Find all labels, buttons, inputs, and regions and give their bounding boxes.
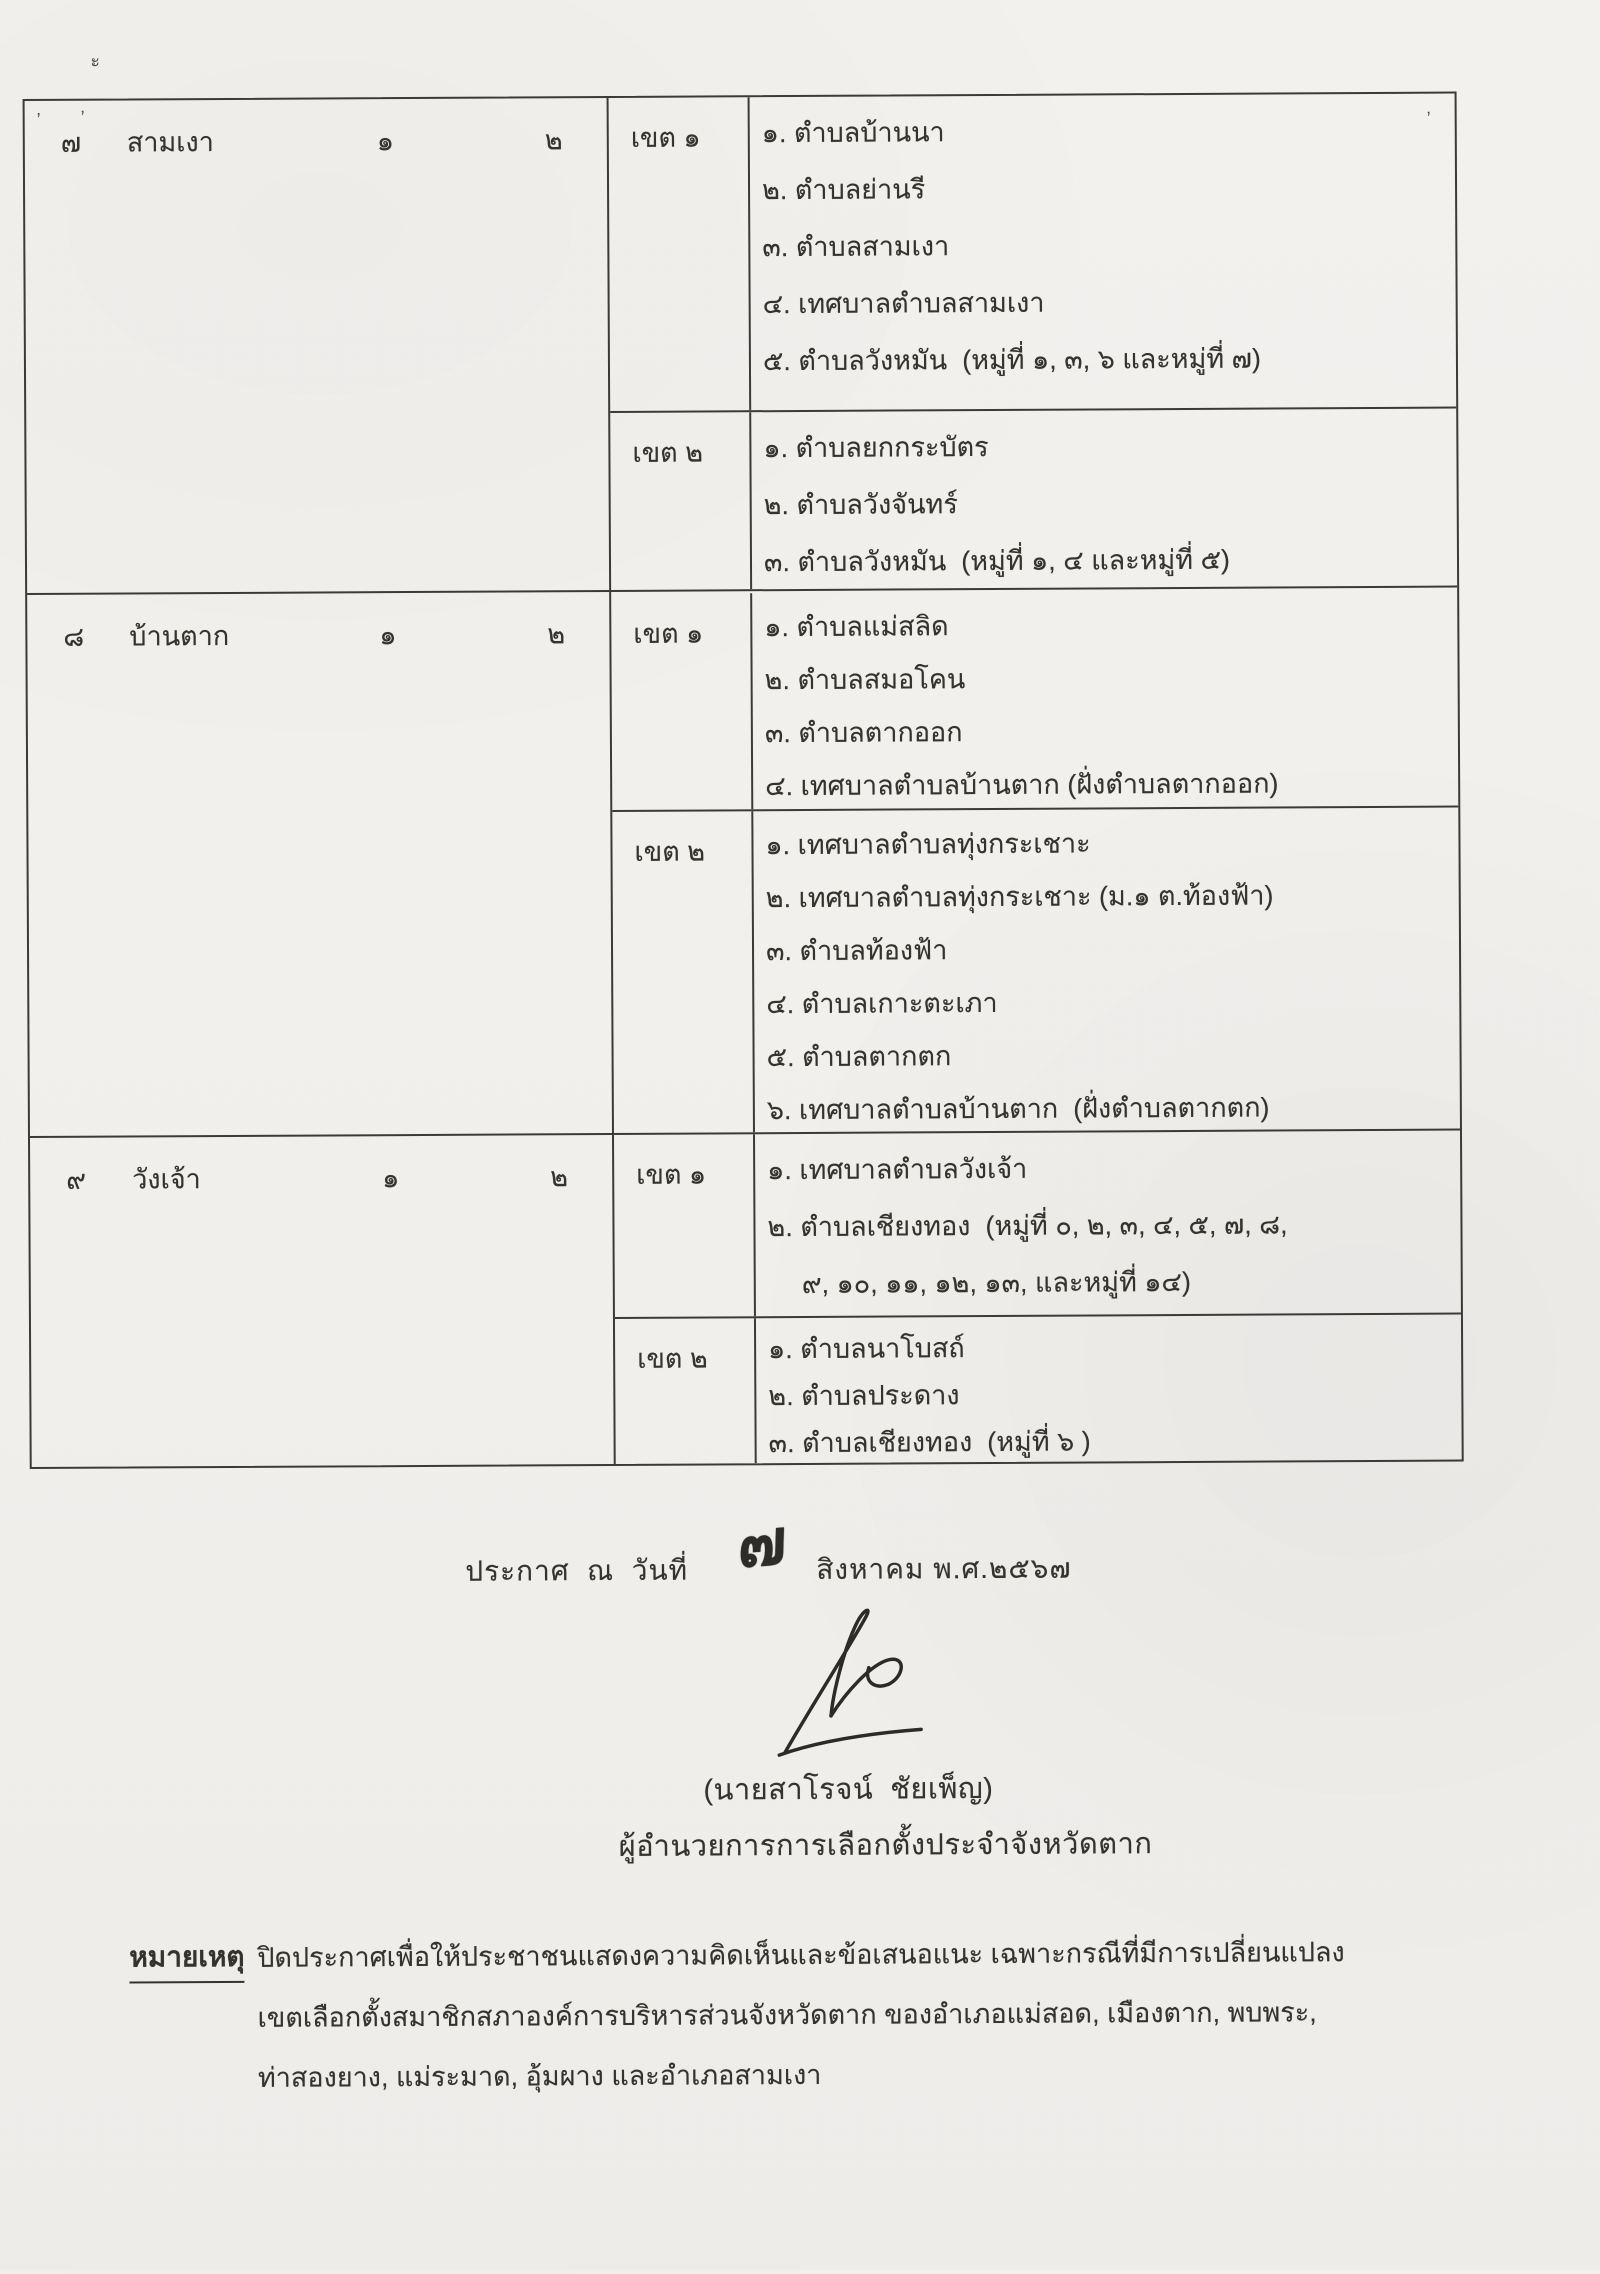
zone-label: เขต ๒ (612, 811, 755, 1133)
zone-item: ๒. ตำบลเชียงทอง (หมู่ที่ ๐, ๒, ๓, ๔, ๕, ๗, ๘, (767, 1209, 1288, 1243)
district-summary-cell (30, 1135, 616, 1467)
district-name: บ้านตาก (129, 620, 230, 652)
zone-item: ๑. เทศบาลตำบลทุ่งกระเชาะ (765, 828, 1091, 861)
zone-item-list (755, 1131, 1461, 1317)
zone-item: ๓. ตำบลตากออก (764, 717, 963, 749)
zone-item: ๒. ตำบลสมอโคน (764, 664, 966, 696)
zone-row (612, 806, 1460, 1133)
zone-item: ๒. ตำบลย่านรี (761, 174, 926, 206)
zone-item: ๓. ตำบลวังหมัน (หมู่ที่ ๑, ๔ และหมู่ที่ ๕) (763, 544, 1231, 578)
zone-row (615, 1313, 1462, 1464)
zone-row (614, 1131, 1461, 1317)
note-line: ท่าสองยาง, แม่ระมาด, อุ้มผาง และอำเภอสามเงา (257, 2059, 822, 2093)
zone-item: ๑. ตำบลบ้านนา (761, 117, 945, 149)
zones-group (611, 588, 1460, 1133)
zone-item: ๑. ตำบลนาโบสถ์ (768, 1333, 965, 1365)
district-col-a: ๑ (379, 620, 397, 651)
zone-item-continuation: ๙, ๑๐, ๑๑, ๑๒, ๑๓, และหมู่ที่ ๑๔) (801, 1266, 1191, 1299)
district-col-b: ๒ (547, 619, 566, 650)
district-seq: ๘ (63, 621, 85, 652)
zone-item: ๑. ตำบลแม่สลิด (764, 611, 949, 643)
zone-item-list (750, 94, 1457, 411)
zone-item: ๕. ตำบลตากตก (766, 1041, 952, 1073)
district-col-a: ๑ (376, 126, 395, 157)
note-line: เขตเลือกตั้งสมาชิกสภาองค์การบริหารส่วนจังหวัดตาก ของอำเภอแม่สอด, เมืองตาก, พบพระ, (257, 1997, 1317, 2033)
table-row-bantak (27, 586, 1460, 1136)
zone-item: ๑. เทศบาลตำบลวังเจ้า (767, 1153, 1028, 1186)
table-row-samngao (25, 94, 1458, 593)
table-row-wangchao (30, 1129, 1462, 1467)
zone-label: เขต ๑ (611, 593, 753, 810)
zone-item: ๒. เทศบาลตำบลทุ่งกระเชาะ (ม.๑ ต.ท้องฟ้า) (765, 880, 1274, 914)
signer-title: ผู้อำนวยการการเลือกตั้งประจำจังหวัดตาก (618, 1828, 1153, 1863)
zone-item: ๓. ตำบลสามเงา (762, 231, 950, 263)
zone-item: ๒. ตำบลประดาง (768, 1380, 960, 1412)
zone-item: ๔. เทศบาลตำบลสามเงา (762, 287, 1045, 320)
handwritten-day-numeral: ๗ (736, 1505, 788, 1581)
election-districts-table (23, 92, 1464, 1469)
scan-artifact: ʼ (36, 109, 41, 130)
zone-row (609, 94, 1457, 411)
zone-item-list (753, 808, 1460, 1133)
announcement-date-prefix: ประกาศ ณ วันที่ (465, 1554, 689, 1587)
zone-label: เขต ๑ (609, 97, 752, 411)
zones-group (609, 94, 1458, 590)
zone-label: เขต ๒ (610, 412, 752, 590)
zone-item: ๔. ตำบลเกาะตะเภา (766, 987, 998, 1020)
district-col-b: ๒ (550, 1162, 569, 1193)
signer-name: (นายสาโรจน์ ชัยเพ็ญ) (703, 1772, 994, 1807)
zone-item: ๔. เทศบาลตำบลบ้านตาก (ฝั่งตำบลตากออก) (765, 768, 1279, 802)
zone-item: ๒. ตำบลวังจันทร์ (763, 489, 958, 521)
district-col-b: ๒ (544, 125, 563, 156)
zone-item: ๖. เทศบาลตำบลบ้านตาก (ฝั่งตำบลตากตก) (766, 1092, 1270, 1126)
district-summary-cell (25, 98, 612, 593)
scan-artifact: ʼ (80, 107, 85, 128)
district-seq: ๗ (60, 127, 82, 158)
district-col-a: ๑ (382, 1163, 400, 1194)
zones-group (614, 1131, 1462, 1464)
announcement-date-suffix: สิงหาคม พ.ศ.๒๕๖๗ (816, 1552, 1072, 1585)
zone-item-list (752, 590, 1458, 810)
zone-label: เขต ๑ (614, 1134, 756, 1317)
district-seq: ๙ (66, 1164, 87, 1195)
district-name: สามเงา (126, 127, 214, 158)
district-name: วังเจ้า (132, 1164, 201, 1195)
signature (770, 1601, 971, 1767)
zone-item: ๓. ตำบลท้องฟ้า (765, 935, 948, 967)
zone-row (610, 407, 1457, 590)
scan-artifact: ะ (90, 50, 101, 71)
zone-item-list (756, 1315, 1462, 1464)
zone-item-list (751, 409, 1457, 590)
note-line: ปิดประกาศเพื่อให้ประชาชนแสดงความคิดเห็นและข้อเสนอแนะ เฉพาะกรณีที่มีการเปลี่ยนแปลง (257, 1937, 1345, 1973)
scan-artifact: ʼ (1426, 108, 1431, 129)
zone-item: ๓. ตำบลเชียงทอง (หมู่ที่ ๖ ) (768, 1426, 1091, 1459)
zone-item: ๕. ตำบลวังหมัน (หมู่ที่ ๑, ๓, ๖ และหมู่ที่ ๗) (762, 343, 1262, 377)
zone-row (611, 588, 1458, 810)
district-summary-cell (27, 592, 614, 1136)
note-label: หมายเหตุ (129, 1935, 245, 1984)
zone-label: เขต ๒ (615, 1318, 757, 1464)
zone-item: ๑. ตำบลยกกระบัตร (763, 432, 989, 464)
